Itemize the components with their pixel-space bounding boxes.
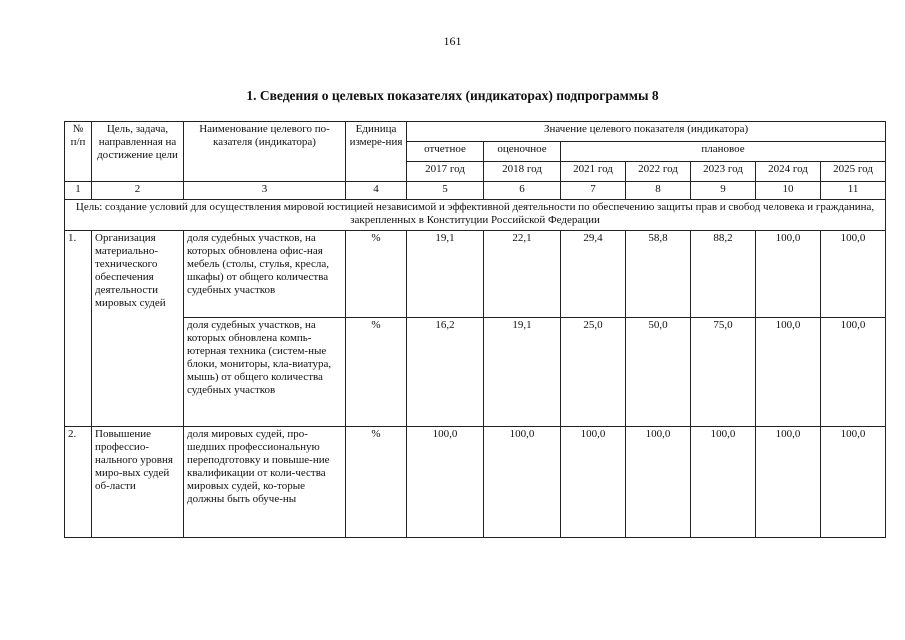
task-cell: Организация материально-технического обеспечения деятельности мировых судей [92,231,184,427]
indicator-unit: % [346,231,407,318]
column-numbers-row [65,182,886,200]
indicator-name: доля судебных участков, на которых обновлена компь-ютерная техника (систем-ные блоки, мониторы, кла-виатура, мышь) от общего количества судебных участков [184,318,346,427]
indicator-value: 100,0 [821,427,886,538]
header-year: 2024 год [756,162,821,182]
header-num: № п/п [65,122,92,182]
header-estimated: оценочное [484,142,561,162]
indicator-value: 100,0 [691,427,756,538]
goal-text: Цель: создание условий для осуществления мировой юстицией независимой и эффективной деятельности по обеспечению защиты прав и свобод человека и гражданина, закрепленных в Конституции Российской Федерации [65,200,886,231]
header-year: 2023 год [691,162,756,182]
column-number: 5 [407,182,484,200]
header-year: 2021 год [561,162,626,182]
header-year: 2017 год [407,162,484,182]
indicator-value: 100,0 [407,427,484,538]
table-row [65,427,886,538]
goal-row [65,200,886,231]
row-number: 2. [65,427,92,538]
column-number: 7 [561,182,626,200]
header-indicator-name: Наименование целевого по-казателя (индикатора) [184,122,346,182]
indicator-name: доля мировых судей, про-шедших профессиональную переподготовку и повыше-ние квалификации от коли-чества мировых судей, ко-торые должны быть обуче-ны [184,427,346,538]
indicator-value: 100,0 [756,231,821,318]
column-number: 10 [756,182,821,200]
row-number: 1. [65,231,92,427]
column-number: 11 [821,182,886,200]
indicator-unit: % [346,318,407,427]
header-year: 2022 год [626,162,691,182]
task-cell: Повышение профессио-нального уровня миро-вых судей об-ласти [92,427,184,538]
column-number: 9 [691,182,756,200]
header-goal: Цель, задача, направленная на достижение цели [92,122,184,182]
header-unit: Единица измере-ния [346,122,407,182]
indicator-value: 100,0 [626,427,691,538]
table-row [65,231,886,318]
indicator-value: 100,0 [821,231,886,318]
column-number: 8 [626,182,691,200]
column-number: 2 [92,182,184,200]
indicator-value: 29,4 [561,231,626,318]
header-year: 2018 год [484,162,561,182]
indicator-name: доля судебных участков, на которых обновлена офис-ная мебель (столы, стулья, кресла, шкафы) от общего количества судебных участков [184,231,346,318]
indicator-value: 75,0 [691,318,756,427]
column-number: 4 [346,182,407,200]
indicator-value: 22,1 [484,231,561,318]
indicator-value: 100,0 [821,318,886,427]
indicator-value: 50,0 [626,318,691,427]
indicator-value: 25,0 [561,318,626,427]
table-row [65,318,886,427]
header-planned: плановое [561,142,886,162]
column-number: 3 [184,182,346,200]
section-title: 1. Сведения о целевых показателях (индикаторах) подпрограммы 8 [246,88,659,103]
indicator-value: 100,0 [484,427,561,538]
page-number: 161 [443,34,462,48]
indicator-value: 100,0 [756,427,821,538]
header-row-1 [65,122,886,142]
column-number: 6 [484,182,561,200]
header-reported: отчетное [407,142,484,162]
indicator-value: 88,2 [691,231,756,318]
indicator-value: 16,2 [407,318,484,427]
column-number: 1 [65,182,92,200]
header-year: 2025 год [821,162,886,182]
header-indicator-value: Значение целевого показателя (индикатора) [407,122,886,142]
indicator-value: 19,1 [484,318,561,427]
indicator-value: 100,0 [561,427,626,538]
indicator-value: 100,0 [756,318,821,427]
indicator-value: 58,8 [626,231,691,318]
indicator-unit: % [346,427,407,538]
indicator-value: 19,1 [407,231,484,318]
indicators-table [64,121,886,538]
